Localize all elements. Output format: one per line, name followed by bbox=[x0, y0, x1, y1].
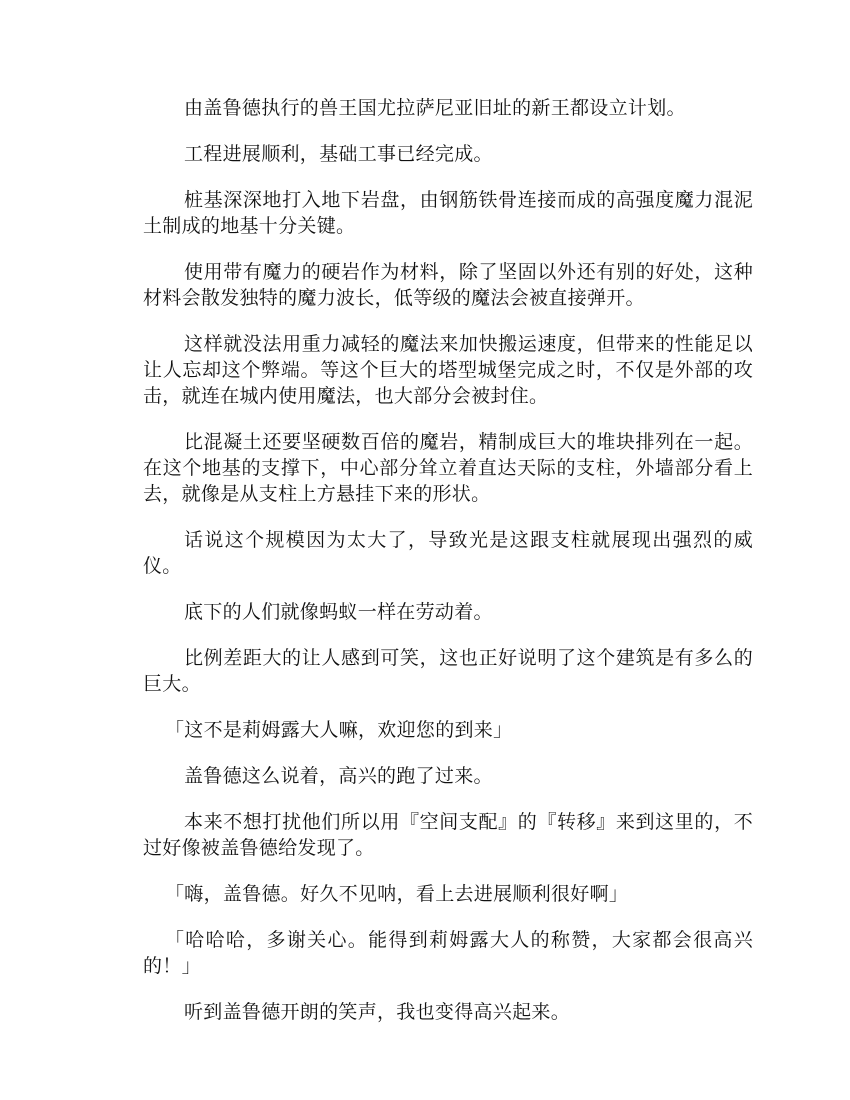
paragraph: 由盖鲁德执行的兽王国尤拉萨尼亚旧址的新王都设立计划。 bbox=[184, 97, 686, 119]
paragraph: 盖鲁德这么说着，高兴的跑了过来。 bbox=[184, 765, 493, 787]
paragraph: 底下的人们就像蚂蚁一样在劳动着。 bbox=[184, 601, 493, 623]
dialogue-line: 「哈哈哈，多谢关心。能得到莉姆露大人的称赞，大家都会很高兴的！」 bbox=[143, 929, 753, 977]
body-text bbox=[143, 95, 753, 1045]
paragraph: 比例差距大的让人感到可笑，这也正好说明了这个建筑是有多么的巨大。 bbox=[143, 647, 753, 695]
paragraph: 工程进展顺利，基础工事已经完成。 bbox=[184, 143, 493, 165]
paragraph: 这样就没法用重力减轻的魔法来加快搬运速度，但带来的性能足以让人忘却这个弊端。等这个巨大的塔型城堡完成之时，不仅是外部的攻击，就连在城内使用魔法，也大部分会被封住。 bbox=[143, 333, 753, 407]
paragraph: 本来不想打扰他们所以用『空间支配』的『转移』来到这里的，不过好像被盖鲁德给发现了。 bbox=[143, 811, 753, 859]
paragraph: 听到盖鲁德开朗的笑声，我也变得高兴起来。 bbox=[184, 1001, 571, 1023]
paragraph: 使用带有魔力的硬岩作为材料，除了坚固以外还有别的好处，这种材料会散发独特的魔力波长，低等级的魔法会被直接弹开。 bbox=[143, 261, 753, 309]
paragraph: 话说这个规模因为太大了，导致光是这跟支柱就展现出强烈的威仪。 bbox=[143, 529, 753, 577]
dialogue-line: 「这不是莉姆露大人嘛，欢迎您的到来」 bbox=[165, 719, 513, 741]
paragraph: 比混凝土还要坚硬数百倍的魔岩，精制成巨大的堆块排列在一起。在这个地基的支撑下，中心部分耸立着直达天际的支柱，外墙部分看上去，就像是从支柱上方悬挂下来的形状。 bbox=[143, 431, 753, 505]
dialogue-line: 「嗨，盖鲁德。好久不见呐，看上去进展顺利很好啊」 bbox=[165, 883, 629, 905]
paragraph: 桩基深深地打入地下岩盘，由钢筋铁骨连接而成的高强度魔力混泥土制成的地基十分关键。 bbox=[143, 189, 753, 237]
